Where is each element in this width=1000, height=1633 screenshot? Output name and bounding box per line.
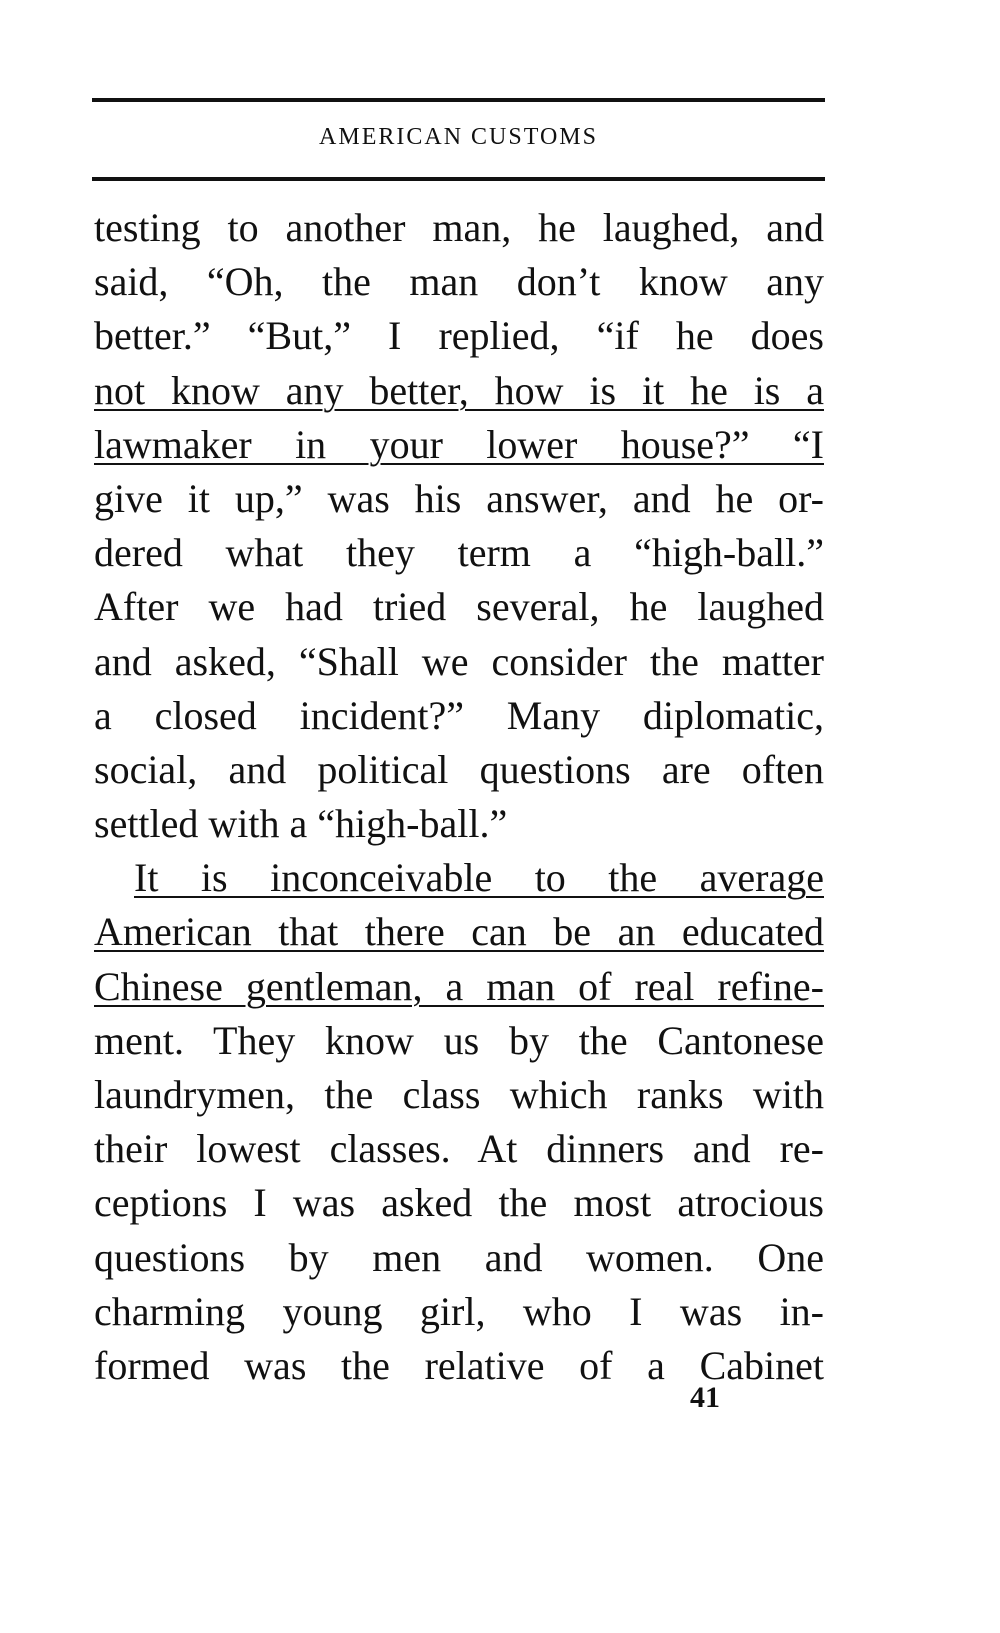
text-line-underlined: American that there can be an educated (94, 909, 824, 955)
text-line: settled with a “high-ball.” (94, 801, 508, 847)
running-head: AMERICAN CUSTOMS (319, 124, 598, 150)
text-line: formed was the relative of a Cabinet (94, 1342, 824, 1388)
text-line-underlined: It is inconceivable to the average (134, 855, 824, 901)
text-line: social, and political questions are often (94, 746, 824, 792)
text-line: charming young girl, who I was in- (94, 1288, 824, 1334)
text-line: their lowest classes. At dinners and re- (94, 1126, 824, 1172)
text-line: a closed incident?” Many diplomatic, (94, 692, 824, 738)
text-line: laundrymen, the class which ranks with (94, 1072, 824, 1117)
text-line: ceptions I was asked the most atrocious (94, 1180, 824, 1226)
text-line-underlined: Chinese gentleman, a man of real refine- (94, 963, 824, 1009)
header-rule-bottom (92, 177, 825, 181)
text-line: said, “Oh, the man don’t know any (94, 259, 824, 305)
text-line: ment. They know us by the Cantonese (94, 1017, 824, 1063)
header-rule-top (92, 98, 825, 102)
text-line: better.” “But,” I replied, “if he does (94, 313, 824, 359)
text-line: After we had tried several, he laughed (94, 584, 824, 630)
text-line-underlined: not know any better, how is it he is a (94, 367, 824, 413)
text-line: questions by men and women. One (94, 1234, 824, 1280)
text-line-underlined: lawmaker in your lower house?” “I (94, 421, 824, 467)
body-text (94, 201, 824, 1393)
text-line: dered what they term a “high-ball.” (94, 530, 824, 576)
text-line: give it up,” was his answer, and he or- (94, 475, 824, 521)
page-number: 41 (690, 1381, 720, 1414)
text-line: testing to another man, he laughed, and (94, 205, 824, 250)
text-line: and asked, “Shall we consider the matter (94, 638, 824, 684)
